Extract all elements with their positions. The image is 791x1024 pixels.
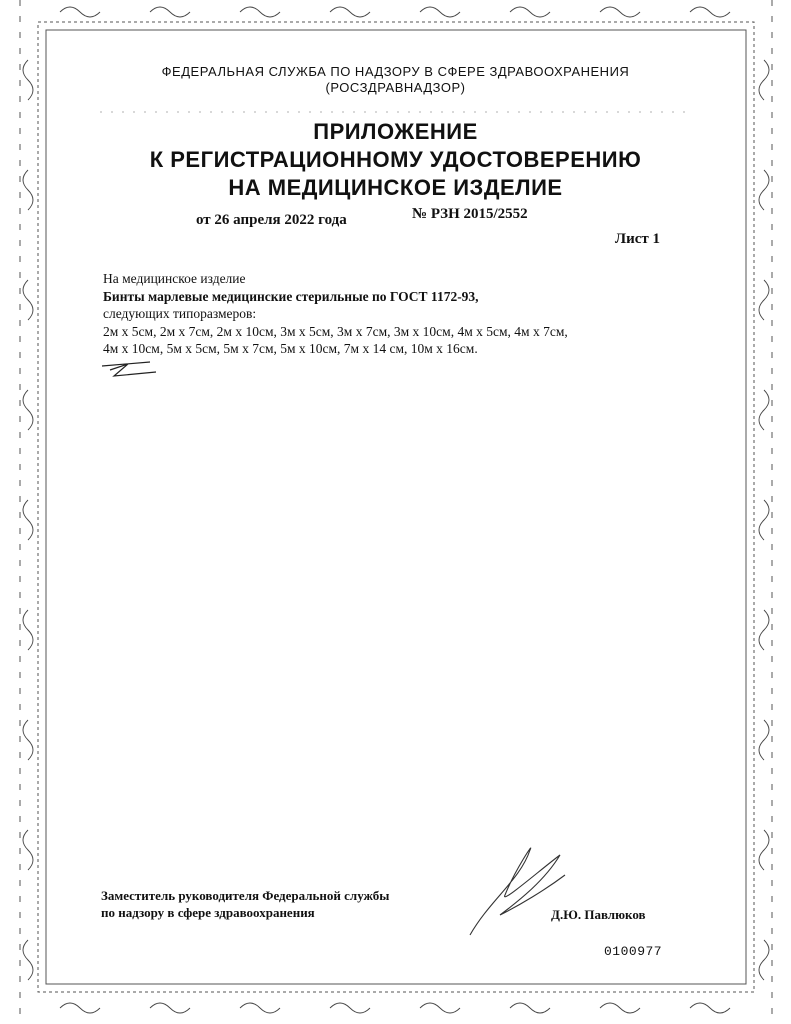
issuer-name: ФЕДЕРАЛЬНАЯ СЛУЖБА ПО НАДЗОРУ В СФЕРЕ ЗДРАВООХРАНЕНИЯ	[161, 64, 630, 79]
signer-title-line-2: по надзору в сфере здравоохранения	[101, 905, 315, 920]
product-name: Бинты марлевые медицинские стерильные по ГОСТ 1172-93,	[103, 288, 479, 304]
issuer-abbr: (РОСЗДРАВНАДЗОР)	[325, 80, 466, 95]
document-body	[103, 270, 663, 358]
issuer-header	[0, 64, 791, 96]
body-intro: На медицинское изделие	[103, 271, 246, 286]
sizes-line-1: 2м х 5см, 2м х 7см, 2м х 10см, 3м х 5см, 3м х 7см, 3м х 10см, 4м х 5см, 4м х 7см,	[103, 323, 568, 339]
title-line-1: ПРИЛОЖЕНИЕ	[313, 119, 478, 144]
title-line-2: К РЕГИСТРАЦИОННОМУ УДОСТОВЕРЕНИЮ	[149, 147, 642, 172]
sizes-label: следующих типоразмеров:	[103, 306, 257, 321]
signer-name: Д.Ю. Павлюков	[551, 907, 646, 922]
sizes-line-2: 4м х 10см, 5м х 5см, 5м х 7см, 5м х 10см, 7м х 14 см, 10м х 16см.	[103, 341, 478, 356]
document-title	[0, 118, 791, 202]
handwritten-mark	[102, 362, 156, 376]
title-line-3: НА МЕДИЦИНСКОЕ ИЗДЕЛИЕ	[228, 175, 563, 200]
signer-title-line-1: Заместитель руководителя Федеральной службы	[101, 888, 390, 903]
registration-number: № РЗН 2015/2552	[412, 206, 528, 222]
signer-title	[101, 887, 389, 921]
issue-date: от 26 апреля 2022 года	[196, 212, 347, 228]
sheet-number: Лист 1	[614, 231, 660, 247]
serial-number: 0100977	[604, 944, 663, 959]
